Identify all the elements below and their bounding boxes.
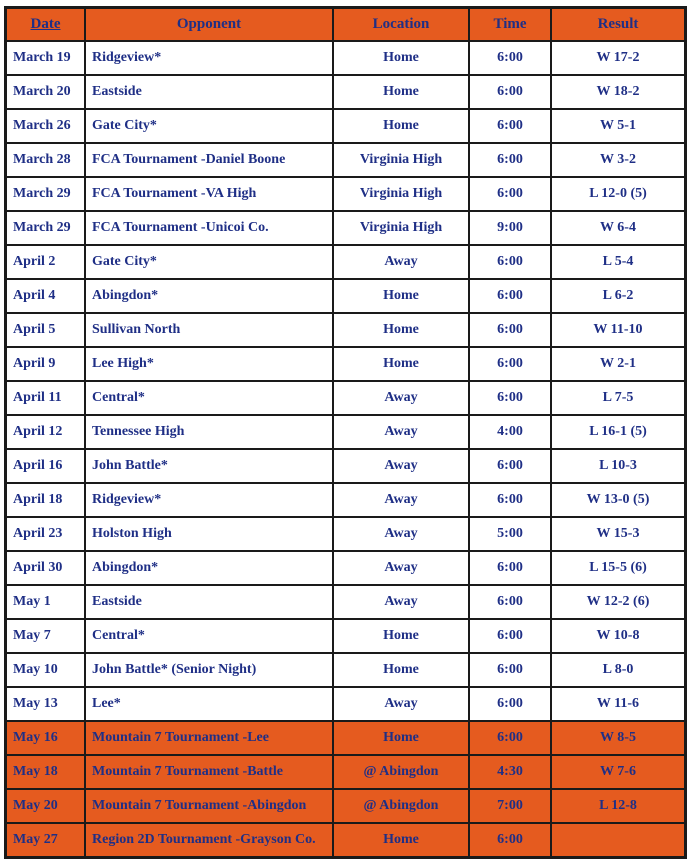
cell-location: Home	[333, 313, 469, 347]
cell-location: Away	[333, 483, 469, 517]
table-row	[6, 381, 685, 415]
cell-location: Home	[333, 347, 469, 381]
cell-opponent: John Battle* (Senior Night)	[85, 653, 333, 687]
cell-location: Home	[333, 75, 469, 109]
cell-time: 6:00	[469, 721, 551, 755]
column-header-location: Location	[333, 8, 469, 41]
table-row	[6, 619, 685, 653]
cell-date: April 9	[6, 347, 85, 381]
cell-location: Away	[333, 687, 469, 721]
cell-opponent: Central*	[85, 619, 333, 653]
cell-time: 7:00	[469, 789, 551, 823]
cell-opponent: Central*	[85, 381, 333, 415]
cell-date: April 12	[6, 415, 85, 449]
cell-time: 6:00	[469, 177, 551, 211]
column-header-time: Time	[469, 8, 551, 41]
cell-result: L 12-0 (5)	[551, 177, 685, 211]
cell-opponent: Eastside	[85, 75, 333, 109]
table-row-postseason	[6, 789, 685, 823]
cell-date: April 4	[6, 279, 85, 313]
cell-date: March 19	[6, 41, 85, 75]
column-header-result: Result	[551, 8, 685, 41]
cell-result: W 5-1	[551, 109, 685, 143]
cell-date: May 16	[6, 721, 85, 755]
cell-opponent: Mountain 7 Tournament -Lee	[85, 721, 333, 755]
cell-date: May 1	[6, 585, 85, 619]
cell-opponent: Abingdon*	[85, 551, 333, 585]
table-row	[6, 109, 685, 143]
table-row	[6, 41, 685, 75]
cell-location: Home	[333, 109, 469, 143]
table-row	[6, 449, 685, 483]
cell-opponent: Abingdon*	[85, 279, 333, 313]
cell-date: April 5	[6, 313, 85, 347]
cell-result: L 7-5	[551, 381, 685, 415]
table-row	[6, 313, 685, 347]
cell-time: 6:00	[469, 109, 551, 143]
cell-result: W 7-6	[551, 755, 685, 789]
table-row	[6, 245, 685, 279]
cell-result: W 18-2	[551, 75, 685, 109]
cell-location: Home	[333, 823, 469, 857]
cell-result: W 11-6	[551, 687, 685, 721]
cell-opponent: FCA Tournament -VA High	[85, 177, 333, 211]
cell-opponent: Gate City*	[85, 109, 333, 143]
cell-opponent: Tennessee High	[85, 415, 333, 449]
table-row	[6, 551, 685, 585]
cell-time: 6:00	[469, 381, 551, 415]
header-row	[6, 8, 685, 41]
table-row-postseason	[6, 721, 685, 755]
cell-location: Away	[333, 551, 469, 585]
cell-date: March 29	[6, 177, 85, 211]
cell-location: Away	[333, 585, 469, 619]
cell-result: L 5-4	[551, 245, 685, 279]
table-row	[6, 211, 685, 245]
cell-time: 6:00	[469, 449, 551, 483]
cell-date: May 20	[6, 789, 85, 823]
cell-time: 6:00	[469, 143, 551, 177]
cell-opponent: Sullivan North	[85, 313, 333, 347]
cell-result: L 8-0	[551, 653, 685, 687]
cell-location: Home	[333, 279, 469, 313]
table-row-postseason	[6, 755, 685, 789]
cell-opponent: Mountain 7 Tournament -Battle	[85, 755, 333, 789]
cell-opponent: Lee*	[85, 687, 333, 721]
cell-result: W 17-2	[551, 41, 685, 75]
cell-result: L 16-1 (5)	[551, 415, 685, 449]
cell-opponent: Ridgeview*	[85, 483, 333, 517]
cell-location: @ Abingdon	[333, 755, 469, 789]
cell-location: Away	[333, 381, 469, 415]
cell-location: @ Abingdon	[333, 789, 469, 823]
table-row	[6, 143, 685, 177]
cell-time: 6:00	[469, 687, 551, 721]
cell-opponent: Eastside	[85, 585, 333, 619]
cell-location: Home	[333, 721, 469, 755]
cell-date: March 26	[6, 109, 85, 143]
cell-time: 6:00	[469, 551, 551, 585]
cell-result: L 6-2	[551, 279, 685, 313]
cell-result: W 6-4	[551, 211, 685, 245]
cell-time: 6:00	[469, 75, 551, 109]
cell-result: L 12-8	[551, 789, 685, 823]
cell-time: 6:00	[469, 279, 551, 313]
cell-time: 6:00	[469, 347, 551, 381]
table-row	[6, 347, 685, 381]
cell-time: 6:00	[469, 823, 551, 857]
cell-opponent: Holston High	[85, 517, 333, 551]
table-row	[6, 585, 685, 619]
cell-date: April 18	[6, 483, 85, 517]
cell-time: 4:30	[469, 755, 551, 789]
cell-opponent: Gate City*	[85, 245, 333, 279]
cell-time: 6:00	[469, 313, 551, 347]
cell-opponent: Ridgeview*	[85, 41, 333, 75]
cell-date: March 28	[6, 143, 85, 177]
schedule-table	[4, 6, 687, 859]
cell-location: Away	[333, 415, 469, 449]
cell-location: Home	[333, 653, 469, 687]
cell-date: April 16	[6, 449, 85, 483]
cell-opponent: John Battle*	[85, 449, 333, 483]
cell-location: Away	[333, 245, 469, 279]
cell-result: W 2-1	[551, 347, 685, 381]
cell-result: W 10-8	[551, 619, 685, 653]
column-header-opponent: Opponent	[85, 8, 333, 41]
cell-result: W 3-2	[551, 143, 685, 177]
cell-result: W 15-3	[551, 517, 685, 551]
cell-location: Away	[333, 449, 469, 483]
cell-result: W 11-10	[551, 313, 685, 347]
cell-location: Home	[333, 41, 469, 75]
table-row	[6, 687, 685, 721]
cell-date: May 7	[6, 619, 85, 653]
cell-date: April 30	[6, 551, 85, 585]
cell-result: W 8-5	[551, 721, 685, 755]
cell-date: May 13	[6, 687, 85, 721]
cell-time: 9:00	[469, 211, 551, 245]
cell-result: W 13-0 (5)	[551, 483, 685, 517]
cell-date: May 10	[6, 653, 85, 687]
cell-date: April 23	[6, 517, 85, 551]
table-row	[6, 279, 685, 313]
cell-time: 4:00	[469, 415, 551, 449]
cell-time: 6:00	[469, 653, 551, 687]
column-header-date: Date	[6, 8, 85, 41]
cell-location: Virginia High	[333, 143, 469, 177]
table-row	[6, 415, 685, 449]
cell-result: L 10-3	[551, 449, 685, 483]
cell-opponent: Region 2D Tournament -Grayson Co.	[85, 823, 333, 857]
cell-time: 6:00	[469, 483, 551, 517]
schedule-body	[6, 41, 685, 857]
table-row	[6, 177, 685, 211]
table-row	[6, 75, 685, 109]
table-row-postseason	[6, 823, 685, 857]
table-row	[6, 483, 685, 517]
cell-time: 5:00	[469, 517, 551, 551]
cell-time: 6:00	[469, 245, 551, 279]
cell-date: May 18	[6, 755, 85, 789]
cell-result	[551, 823, 685, 857]
cell-opponent: Lee High*	[85, 347, 333, 381]
cell-result: W 12-2 (6)	[551, 585, 685, 619]
cell-time: 6:00	[469, 619, 551, 653]
cell-date: April 11	[6, 381, 85, 415]
cell-opponent: Mountain 7 Tournament -Abingdon	[85, 789, 333, 823]
table-row	[6, 517, 685, 551]
cell-opponent: FCA Tournament -Daniel Boone	[85, 143, 333, 177]
cell-date: May 27	[6, 823, 85, 857]
cell-time: 6:00	[469, 41, 551, 75]
cell-date: March 29	[6, 211, 85, 245]
cell-location: Virginia High	[333, 211, 469, 245]
cell-location: Virginia High	[333, 177, 469, 211]
cell-date: April 2	[6, 245, 85, 279]
cell-time: 6:00	[469, 585, 551, 619]
cell-date: March 20	[6, 75, 85, 109]
cell-location: Away	[333, 517, 469, 551]
cell-opponent: FCA Tournament -Unicoi Co.	[85, 211, 333, 245]
table-row	[6, 653, 685, 687]
cell-location: Home	[333, 619, 469, 653]
cell-result: L 15-5 (6)	[551, 551, 685, 585]
